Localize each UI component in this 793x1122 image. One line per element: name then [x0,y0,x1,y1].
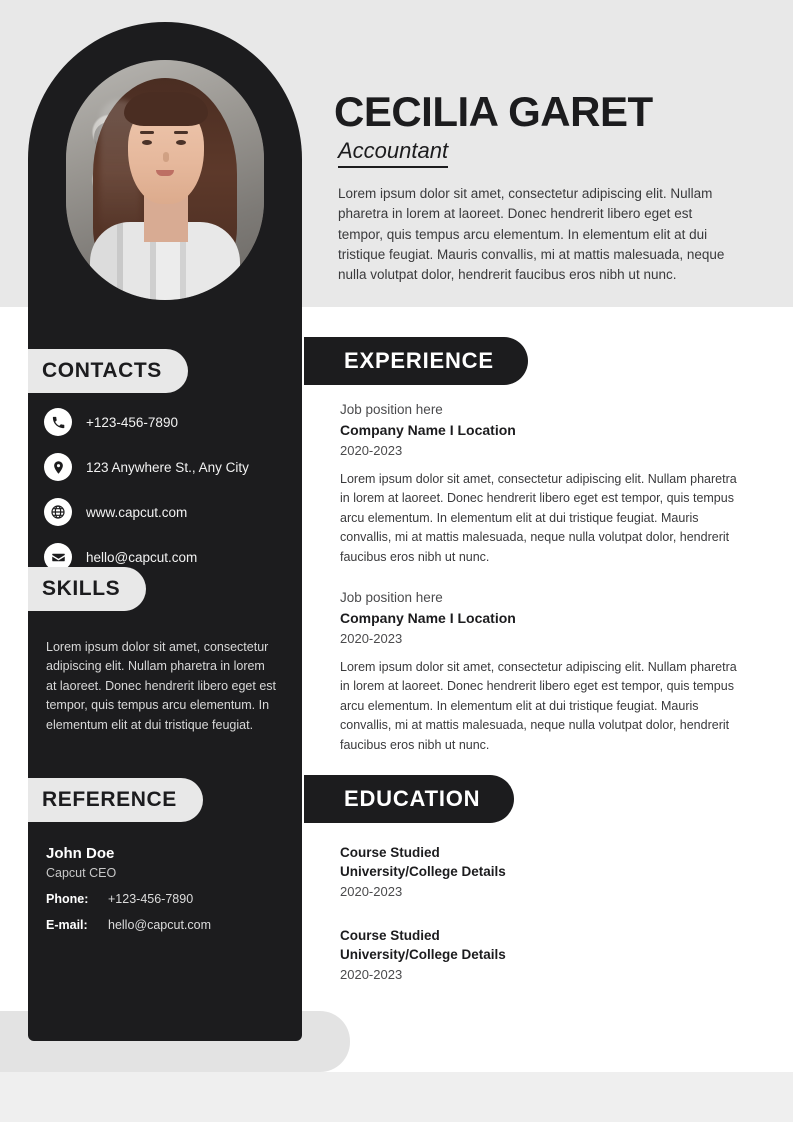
section-heading-skills [28,567,146,611]
section-heading-experience [304,337,528,385]
phone-icon [44,408,72,436]
education-dates: 2020-2023 [340,884,403,899]
education-item [340,928,738,982]
section-heading-reference-label: REFERENCE [42,788,177,811]
experience-dates: 2020-2023 [340,443,403,458]
section-heading-education [304,775,514,823]
contact-website-value: www.capcut.com [86,504,188,520]
experience-description: Lorem ipsum dolor sit amet, consectetur adipiscing elit. Nullam pharetra in lorem at laoreet. Donec hendrerit libero eget est tempor, quis tempus arcu elementum. In elementum elit at dui tristique feugiat. Mauris convallis, mi at mattis malesuada, neque nulla volutpat dolor, hendrerit faucibus eros nibh ut nunc. [340,472,737,564]
reference-phone-label: Phone: [46,892,89,906]
contacts-list [44,408,294,588]
location-pin-icon [44,453,72,481]
reference-email-row [46,918,286,932]
experience-company: Company Name I Location [340,422,516,438]
profile-summary: Lorem ipsum dolor sit amet, consectetur adipiscing elit. Nullam pharetra in lorem at laoreet. Donec hendrerit libero eget est tempor, quis tempus arcu elementum. In elementum elit at dui tristique feugiat. Mauris convallis, mi at mattis malesuada, neque nulla volutpat dolor, hendrerit faucibus eros nibh ut nunc. [338,186,725,282]
education-course: Course Studied [340,928,440,943]
profile-photo [66,60,264,300]
experience-item [340,590,738,755]
section-heading-contacts-label: CONTACTS [42,359,162,382]
education-course: Course Studied [340,845,440,860]
photo-nose [163,152,169,162]
photo-eye [142,140,152,145]
section-heading-education-label: EDUCATION [344,786,481,811]
education-dates: 2020-2023 [340,967,403,982]
contact-phone-value: +123-456-7890 [86,414,178,430]
section-heading-contacts [28,349,188,393]
reference-email-label: E-mail: [46,918,88,932]
contact-address-value: 123 Anywhere St., Any City [86,459,249,475]
contact-item-address[interactable] [44,453,294,481]
education-item [340,845,738,899]
globe-icon [44,498,72,526]
section-heading-experience-label: EXPERIENCE [344,348,494,373]
reference-title: Capcut CEO [46,866,117,880]
education-institution: University/College Details [340,864,506,879]
contact-item-phone[interactable] [44,408,294,436]
contact-email-value: hello@capcut.com [86,549,198,565]
section-heading-skills-label: SKILLS [42,577,121,600]
footer-background-band [0,1072,793,1122]
photo-fringe [124,92,208,126]
contact-item-website[interactable] [44,498,294,526]
skills-description: Lorem ipsum dolor sit amet, consectetur adipiscing elit. Nullam pharetra in lorem at laoreet. Donec hendrerit libero eget est tempor, quis tempus arcu elementum. In elementum elit at dui tristique feugiat. [46,640,276,732]
education-institution: University/College Details [340,947,506,962]
reference-email-value: hello@capcut.com [108,918,212,932]
reference-block [46,845,286,932]
experience-position: Job position here [340,590,443,605]
reference-phone-value: +123-456-7890 [108,892,194,906]
photo-eye [176,140,186,145]
experience-item [340,402,738,567]
experience-company: Company Name I Location [340,610,516,626]
photo-eyebrow [140,131,154,134]
reference-name: John Doe [46,845,115,862]
experience-dates: 2020-2023 [340,631,403,646]
reference-phone-row [46,892,286,906]
job-role: Accountant [338,138,448,168]
experience-description: Lorem ipsum dolor sit amet, consectetur adipiscing elit. Nullam pharetra in lorem at laoreet. Donec hendrerit libero eget est tempor, quis tempus arcu elementum. In elementum elit at dui tristique feugiat. Mauris convallis, mi at mattis malesuada, neque nulla volutpat dolor, hendrerit faucibus eros nibh ut nunc. [340,660,737,752]
page-title: CECILIA GARET [334,88,653,135]
photo-eyebrow [174,131,188,134]
experience-position: Job position here [340,402,443,417]
section-heading-reference [28,778,203,822]
